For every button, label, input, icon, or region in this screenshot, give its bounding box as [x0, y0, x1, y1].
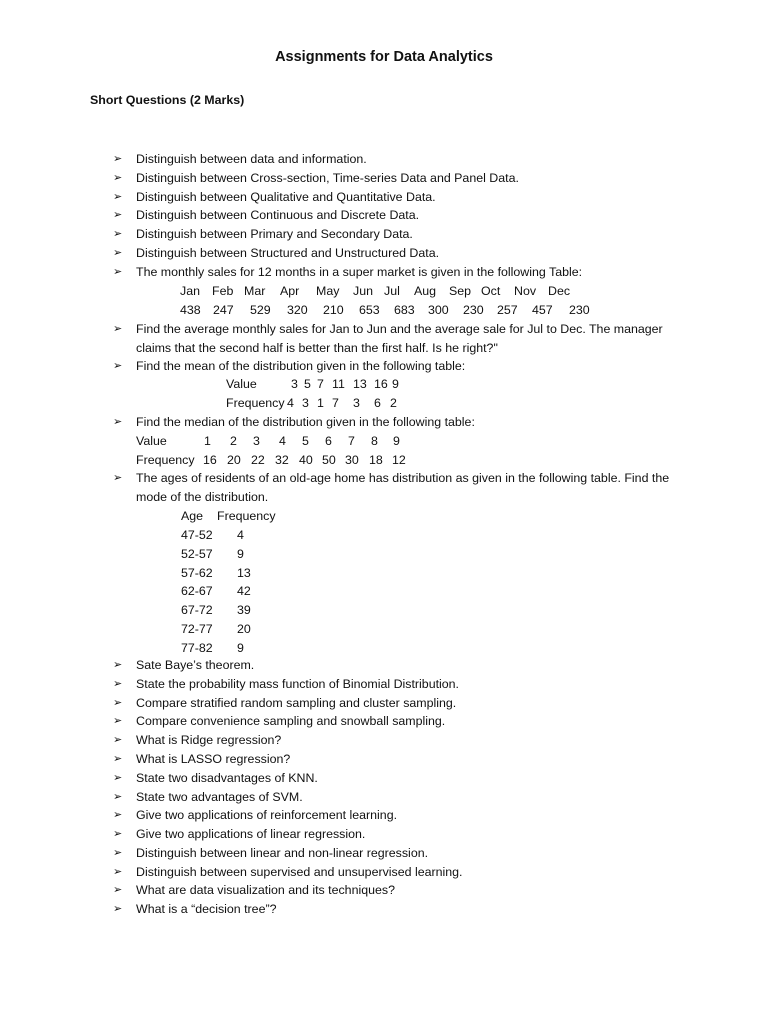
median-frequency-cell: 40 [299, 453, 313, 467]
question-item [113, 731, 673, 750]
bullet-arrow-icon: ➢ [113, 659, 123, 671]
question-text: Compare stratified random sampling and cluster sampling. [136, 696, 457, 710]
mean-value-cell: 16 [374, 377, 388, 391]
question-text: The monthly sales for 12 months in a super market is given in the following Table: [136, 265, 583, 279]
question-text: What is a “decision tree”? [136, 902, 277, 916]
mean-frequency-cell: 3 [353, 396, 360, 410]
mean-frequency-label: Frequency [226, 396, 285, 410]
question-text: What are data visualization and its techniques? [136, 883, 395, 897]
question-text: Give two applications of linear regression. [136, 827, 366, 841]
bullet-arrow-icon: ➢ [113, 172, 123, 184]
question-text: State two advantages of SVM. [136, 790, 303, 804]
age-cell: 57-62 [181, 565, 213, 580]
question-text: Find the median of the distribution given in the following table: [136, 415, 475, 429]
sales-value-cell: 230 [463, 303, 484, 317]
question-item [113, 469, 673, 507]
bullet-arrow-icon: ➢ [113, 209, 123, 221]
question-text: Distinguish between Qualitative and Quantitative Data. [136, 190, 436, 204]
question-item [113, 656, 673, 675]
median-frequency-label: Frequency [136, 453, 195, 467]
mean-value-cell: 13 [353, 377, 367, 391]
median-frequency-cell: 20 [227, 453, 241, 467]
bullet-arrow-icon: ➢ [113, 903, 123, 915]
mean-value-cell: 9 [392, 377, 399, 391]
bullet-arrow-icon: ➢ [113, 828, 123, 840]
bullet-arrow-icon: ➢ [113, 715, 123, 727]
median-value-cell: 7 [348, 434, 355, 448]
age-frequency-cell: 4 [237, 528, 244, 542]
question-item [113, 263, 673, 282]
median-frequency-cell: 18 [369, 453, 383, 467]
age-frequency-cell: 20 [237, 622, 251, 636]
bullet-arrow-icon: ➢ [113, 247, 123, 259]
bullet-arrow-icon: ➢ [113, 191, 123, 203]
median-frequency-cell: 30 [345, 453, 359, 467]
question-text: Distinguish between Continuous and Discrete Data. [136, 208, 420, 222]
question-text: Compare convenience sampling and snowball sampling. [136, 714, 446, 728]
bullet-arrow-icon: ➢ [113, 323, 123, 335]
bullet-arrow-icon: ➢ [113, 360, 123, 372]
sales-value-cell: 230 [569, 303, 590, 317]
median-value-cell: 8 [371, 434, 378, 448]
question-item [113, 320, 673, 358]
question-item [113, 900, 673, 919]
bullet-arrow-icon: ➢ [113, 416, 123, 428]
median-value-cell: 6 [325, 434, 332, 448]
bullet-arrow-icon: ➢ [113, 153, 123, 165]
question-text: State two disadvantages of KNN. [136, 771, 318, 785]
question-item [113, 750, 673, 769]
question-item [113, 169, 673, 188]
median-value-cell: 5 [302, 434, 309, 448]
age-frequency-cell: 13 [237, 565, 251, 580]
sales-value-cell: 300 [428, 303, 449, 317]
question-text: What is LASSO regression? [136, 752, 291, 766]
bullet-arrow-icon: ➢ [113, 753, 123, 765]
sales-value-cell: 653 [359, 303, 380, 317]
question-item [113, 357, 673, 376]
sales-month-cell: Jun [353, 284, 373, 298]
sales-value-cell: 457 [532, 303, 553, 317]
median-value-cell: 4 [279, 434, 286, 448]
sales-month-cell: Apr [280, 284, 300, 298]
question-text: Distinguish between data and information. [136, 152, 367, 166]
question-text: Distinguish between Primary and Secondary Data. [136, 227, 413, 241]
question-item [113, 188, 673, 207]
question-item [113, 769, 673, 788]
sales-month-cell: Oct [481, 284, 501, 298]
bullet-arrow-icon: ➢ [113, 866, 123, 878]
bullet-arrow-icon: ➢ [113, 678, 123, 690]
sales-month-cell: Jan [180, 284, 200, 298]
sales-value-cell: 438 [180, 303, 201, 317]
median-frequency-cell: 16 [203, 453, 217, 467]
mean-value-cell: 7 [317, 377, 324, 391]
section-heading: Short Questions (2 Marks) [90, 93, 245, 107]
question-item [113, 881, 673, 900]
bullet-arrow-icon: ➢ [113, 266, 123, 278]
sales-month-cell: May [316, 284, 340, 298]
age-cell: 47-52 [181, 528, 213, 542]
median-frequency-cell: 22 [251, 453, 265, 467]
bullet-arrow-icon: ➢ [113, 697, 123, 709]
mean-value-label: Value [226, 377, 257, 391]
question-item [113, 844, 673, 863]
question-text: Distinguish between Structured and Unstructured Data. [136, 246, 440, 260]
mean-frequency-cell: 3 [302, 396, 309, 410]
sales-value-cell: 257 [497, 303, 518, 317]
median-frequency-cell: 32 [275, 453, 289, 467]
mean-value-cell: 5 [304, 377, 311, 391]
median-value-cell: 2 [230, 434, 237, 448]
mean-value-cell: 3 [291, 377, 298, 391]
sales-value-cell: 210 [323, 303, 344, 317]
bullet-arrow-icon: ➢ [113, 847, 123, 859]
question-text: Distinguish between Cross-section, Time-series Data and Panel Data. [136, 171, 519, 185]
mean-frequency-cell: 6 [374, 396, 381, 410]
age-frequency-cell: 9 [237, 546, 244, 561]
mean-frequency-cell: 2 [390, 396, 397, 410]
mean-frequency-cell: 4 [287, 396, 294, 410]
sales-month-cell: Aug [414, 284, 437, 298]
median-value-cell: 9 [393, 434, 400, 448]
mean-value-cell: 11 [332, 377, 345, 391]
sales-value-cell: 683 [394, 303, 415, 317]
sales-value-cell: 247 [213, 303, 234, 317]
question-text: State the probability mass function of Binomial Distribution. [136, 677, 460, 691]
question-item [113, 712, 673, 731]
sales-value-cell: 320 [287, 303, 308, 317]
question-item [113, 413, 673, 432]
question-item [113, 675, 673, 694]
question-item [113, 788, 673, 807]
age-frequency-cell: 9 [237, 640, 244, 655]
sales-month-cell: Sep [449, 284, 472, 298]
sales-month-cell: Feb [212, 284, 234, 298]
question-item [113, 150, 673, 169]
median-value-cell: 3 [253, 434, 260, 448]
sales-month-cell: Jul [384, 284, 400, 298]
age-frequency-cell: 39 [237, 603, 251, 618]
age-header: Age [181, 509, 204, 523]
mean-frequency-cell: 1 [317, 396, 324, 410]
median-frequency-cell: 50 [322, 453, 336, 467]
question-item [113, 244, 673, 263]
bullet-arrow-icon: ➢ [113, 772, 123, 784]
bullet-arrow-icon: ➢ [113, 791, 123, 803]
frequency-header: Frequency [217, 509, 276, 523]
question-text: Distinguish between supervised and unsupervised learning. [136, 865, 463, 879]
question-item [113, 825, 673, 844]
question-text: Give two applications of reinforcement learning. [136, 808, 398, 822]
question-item [113, 863, 673, 882]
question-item [113, 806, 673, 825]
age-cell: 62-67 [181, 584, 213, 599]
bullet-arrow-icon: ➢ [113, 472, 123, 484]
bullet-arrow-icon: ➢ [113, 228, 123, 240]
question-item [113, 206, 673, 225]
bullet-arrow-icon: ➢ [113, 884, 123, 896]
sales-month-cell: Mar [244, 284, 266, 298]
question-text: Find the average monthly sales for Jan to Jun and the average sale for Jul to Dec. The manager claims that the second half is better than the first half. Is he right?" [136, 322, 663, 355]
mean-frequency-cell: 7 [332, 396, 339, 410]
question-text: What is Ridge regression? [136, 733, 282, 747]
median-frequency-cell: 12 [392, 453, 406, 467]
document-title: Assignments for Data Analytics [275, 49, 493, 65]
age-cell: 72-77 [181, 622, 213, 636]
age-cell: 52-57 [181, 546, 213, 561]
question-text: Sate Baye’s theorem. [136, 658, 255, 672]
sales-value-cell: 529 [250, 303, 271, 317]
sales-month-cell: Dec [548, 284, 571, 298]
sales-month-cell: Nov [514, 284, 537, 298]
question-text: The ages of residents of an old-age home has distribution as given in the following table. Find the mode of the distribution. [136, 471, 670, 504]
question-text: Distinguish between linear and non-linear regression. [136, 846, 429, 860]
question-item [113, 225, 673, 244]
bullet-arrow-icon: ➢ [113, 809, 123, 821]
question-item [113, 694, 673, 713]
median-value-label: Value [136, 434, 167, 448]
question-text: Find the mean of the distribution given in the following table: [136, 359, 466, 373]
bullet-arrow-icon: ➢ [113, 734, 123, 746]
median-value-cell: 1 [204, 434, 211, 448]
age-cell: 77-82 [181, 640, 213, 655]
age-cell: 67-72 [181, 603, 213, 618]
age-frequency-cell: 42 [237, 584, 251, 599]
